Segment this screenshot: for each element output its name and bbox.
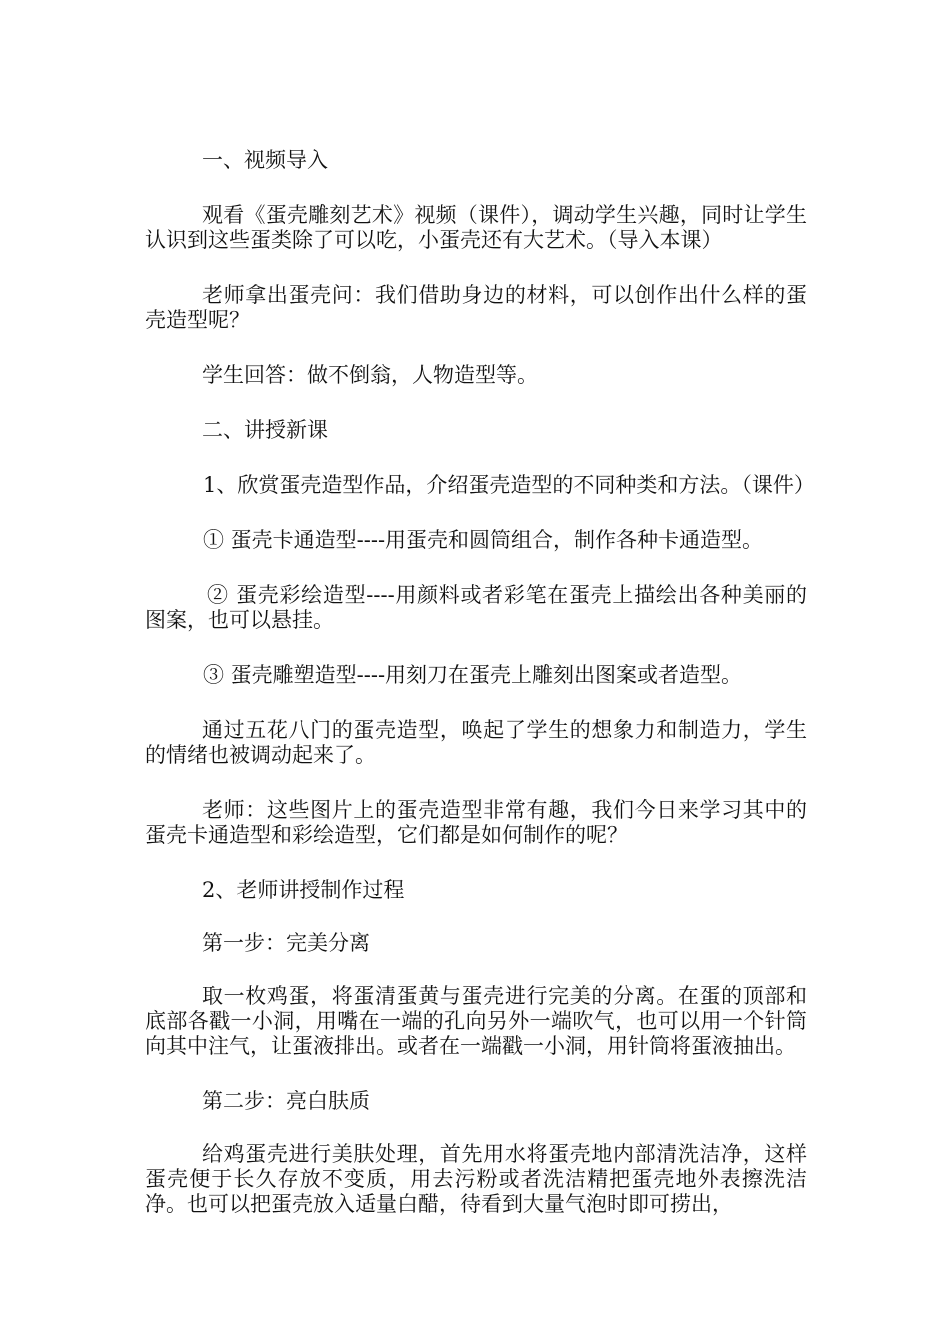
step-heading-one: 第一步：完美分离 bbox=[202, 931, 370, 955]
section-heading-video-intro: 一、视频导入 bbox=[202, 148, 328, 172]
step-heading-two: 第二步：亮白肤质 bbox=[202, 1089, 370, 1113]
section-heading-new-lesson: 二、讲授新课 bbox=[202, 418, 328, 442]
paragraph-teacher-today: 老师：这些图片上的蛋壳造型非常有趣，我们今日来学习其中的蛋壳卡通造型和彩绘造型，它们都是如何制作的呢？ bbox=[145, 798, 807, 847]
document-body bbox=[145, 148, 815, 1247]
list-item-cartoon-shape: ① 蛋壳卡通造型----用蛋壳和圆筒组合，制作各种卡通造型。 bbox=[203, 528, 764, 552]
paragraph-appreciate-works: 1、欣赏蛋壳造型作品，介绍蛋壳造型的不同种类和方法。（课件） bbox=[203, 473, 815, 497]
subheading-teacher-process: 2、老师讲授制作过程 bbox=[202, 878, 405, 902]
list-item-carved-shape: ③ 蛋壳雕塑造型----用刻刀在蛋壳上雕刻出图案或者造型。 bbox=[203, 663, 743, 687]
list-item-painted-shape: ② 蛋壳彩绘造型----用颜料或者彩笔在蛋壳上描绘出各种美丽的图案，也可以悬挂。 bbox=[145, 583, 807, 632]
paragraph-student-answer: 学生回答：做不倒翁，人物造型等。 bbox=[202, 363, 538, 387]
paragraph-teacher-question: 老师拿出蛋壳问：我们借助身边的材料，可以创作出什么样的蛋壳造型呢？ bbox=[145, 283, 807, 332]
paragraph-imagination: 通过五花八门的蛋壳造型，唤起了学生的想象力和制造力，学生的情绪也被调动起来了。 bbox=[145, 718, 807, 767]
paragraph-step-two: 给鸡蛋壳进行美肤处理，首先用水将蛋壳地内部清洗洁净，这样蛋壳便于长久存放不变质，用去污粉或者洗洁精把蛋壳地外表擦洗洁净。也可以把蛋壳放入适量白醋，待看到大量气泡时即可捞出， bbox=[145, 1142, 807, 1216]
paragraph-watch-video: 观看《蛋壳雕刻艺术》视频（课件），调动学生兴趣，同时让学生认识到这些蛋类除了可以吃，小蛋壳还有大艺术。（导入本课） bbox=[145, 203, 807, 252]
paragraph-step-one: 取一枚鸡蛋，将蛋清蛋黄与蛋壳进行完美的分离。在蛋的顶部和底部各戳一小洞，用嘴在一端的孔向另外一端吹气，也可以用一个针筒向其中注气，让蛋液排出。或者在一端戳一小洞，用针筒将蛋液抽出。 bbox=[145, 984, 807, 1058]
